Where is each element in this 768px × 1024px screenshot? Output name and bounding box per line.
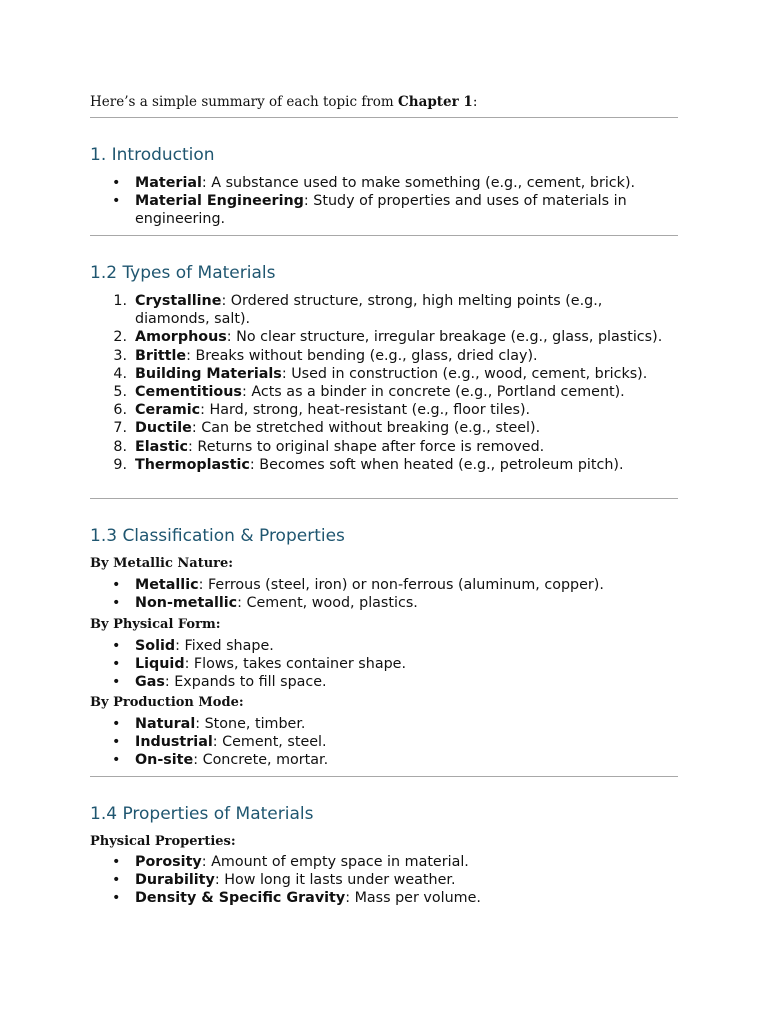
item-desc: : Becomes soft when heated (e.g., petroleum pitch). bbox=[249, 456, 624, 473]
item-desc: : Can be stretched without breaking (e.g., steel). bbox=[191, 420, 541, 437]
item-desc: : Fixed shape. bbox=[175, 638, 274, 654]
item-desc: : Flows, takes container shape. bbox=[184, 656, 406, 673]
item-number: 2. bbox=[113, 329, 127, 346]
list-item bbox=[90, 594, 678, 612]
list-item bbox=[90, 328, 678, 346]
list-item bbox=[90, 192, 678, 228]
intro-chapter: Chapter 1 bbox=[398, 94, 473, 110]
item-desc: : Amount of empty space in material. bbox=[201, 854, 469, 870]
item-desc: : Cement, steel. bbox=[212, 734, 327, 751]
item-number: 6. bbox=[113, 402, 127, 419]
item-term: Ceramic bbox=[135, 402, 201, 419]
item-desc: : Acts as a binder in concrete (e.g., Portland cement). bbox=[241, 384, 625, 401]
item-term: Porosity bbox=[135, 854, 202, 870]
item-term: Material bbox=[135, 175, 202, 191]
divider bbox=[90, 776, 678, 777]
divider bbox=[90, 498, 678, 499]
item-desc: : Expands to fill space. bbox=[164, 674, 327, 691]
item-term: Non-metallic bbox=[135, 595, 238, 612]
item-desc: : Ordered structure, strong, high melting points (e.g., diamonds, salt). bbox=[135, 293, 603, 328]
group-label: Physical Properties: bbox=[90, 834, 236, 849]
list-item bbox=[90, 715, 678, 733]
item-term: Material Engineering bbox=[135, 193, 304, 210]
list-item bbox=[90, 174, 678, 192]
list-item bbox=[90, 871, 678, 889]
intro-line bbox=[90, 94, 477, 110]
item-term: Density & Specific Gravity bbox=[135, 890, 346, 907]
item-term: Brittle bbox=[135, 347, 187, 364]
item-term: Solid bbox=[135, 638, 176, 654]
list-item bbox=[90, 383, 678, 401]
section-title: 1.3 Classification & Properties bbox=[90, 526, 345, 546]
divider bbox=[90, 235, 678, 236]
item-desc: : Ferrous (steel, iron) or non-ferrous (aluminum, copper). bbox=[198, 577, 604, 593]
section-title: 1. Introduction bbox=[90, 145, 215, 165]
list-item bbox=[90, 401, 678, 419]
item-desc: : How long it lasts under weather. bbox=[214, 872, 456, 889]
item-term: Gas bbox=[135, 674, 165, 691]
item-number: 5. bbox=[113, 384, 127, 401]
item-desc: : Hard, strong, heat-resistant (e.g., floor tiles). bbox=[200, 402, 531, 419]
item-term: Thermoplastic bbox=[135, 456, 250, 473]
bullet-list bbox=[90, 715, 678, 770]
section-title: 1.2 Types of Materials bbox=[90, 263, 276, 283]
list-item bbox=[90, 438, 678, 456]
list-item bbox=[90, 456, 678, 474]
item-term: Natural bbox=[135, 716, 196, 732]
section-title: 1.4 Properties of Materials bbox=[90, 804, 314, 824]
intro-suffix: : bbox=[472, 94, 478, 110]
numbered-list bbox=[90, 292, 678, 474]
bullet-list bbox=[90, 174, 678, 229]
item-term: Amorphous bbox=[135, 329, 227, 346]
item-desc: : Mass per volume. bbox=[345, 890, 481, 907]
group-label: By Production Mode: bbox=[90, 695, 244, 710]
item-number: 1. bbox=[113, 293, 127, 309]
item-desc: : Concrete, mortar. bbox=[193, 752, 329, 769]
item-desc: : Used in construction (e.g., wood, cement, bricks). bbox=[281, 365, 648, 382]
list-item bbox=[90, 733, 678, 751]
item-term: On-site bbox=[135, 752, 194, 769]
group-label: By Physical Form: bbox=[90, 617, 221, 632]
item-number: 8. bbox=[113, 438, 127, 455]
item-term: Crystalline bbox=[135, 293, 222, 309]
list-item bbox=[90, 576, 678, 594]
item-number: 9. bbox=[113, 456, 127, 473]
item-desc: : Stone, timber. bbox=[195, 716, 306, 732]
intro-prefix: Here’s a simple summary of each topic from bbox=[90, 94, 399, 110]
list-item bbox=[90, 751, 678, 769]
item-number: 3. bbox=[113, 347, 127, 364]
item-desc: : Breaks without bending (e.g., glass, dried clay). bbox=[186, 347, 538, 364]
item-term: Metallic bbox=[135, 577, 199, 593]
item-desc: : A substance used to make something (e.g., cement, brick). bbox=[201, 175, 636, 191]
list-item bbox=[90, 419, 678, 437]
divider bbox=[90, 117, 678, 118]
bullet-list bbox=[90, 637, 678, 692]
list-item bbox=[90, 853, 678, 871]
item-desc: : No clear structure, irregular breakage (e.g., glass, plastics). bbox=[226, 329, 663, 346]
item-number: 4. bbox=[113, 365, 127, 382]
item-term: Liquid bbox=[135, 656, 185, 673]
item-term: Durability bbox=[135, 872, 215, 889]
item-term: Ductile bbox=[135, 420, 192, 437]
item-term: Elastic bbox=[135, 438, 189, 455]
list-item bbox=[90, 365, 678, 383]
bullet-list bbox=[90, 576, 678, 612]
item-number: 7. bbox=[113, 420, 127, 437]
list-item bbox=[90, 889, 678, 907]
list-item bbox=[90, 637, 678, 655]
item-term: Cementitious bbox=[135, 384, 242, 401]
bullet-list bbox=[90, 853, 678, 908]
list-item bbox=[90, 292, 678, 328]
group-label: By Metallic Nature: bbox=[90, 556, 234, 571]
list-item bbox=[90, 347, 678, 365]
list-item bbox=[90, 673, 678, 691]
list-item bbox=[90, 655, 678, 673]
item-desc: : Study of properties and uses of materials in engineering. bbox=[135, 193, 627, 228]
item-term: Industrial bbox=[135, 734, 213, 751]
item-desc: : Cement, wood, plastics. bbox=[237, 595, 418, 612]
item-term: Building Materials bbox=[135, 365, 282, 382]
item-desc: : Returns to original shape after force is removed. bbox=[188, 438, 545, 455]
